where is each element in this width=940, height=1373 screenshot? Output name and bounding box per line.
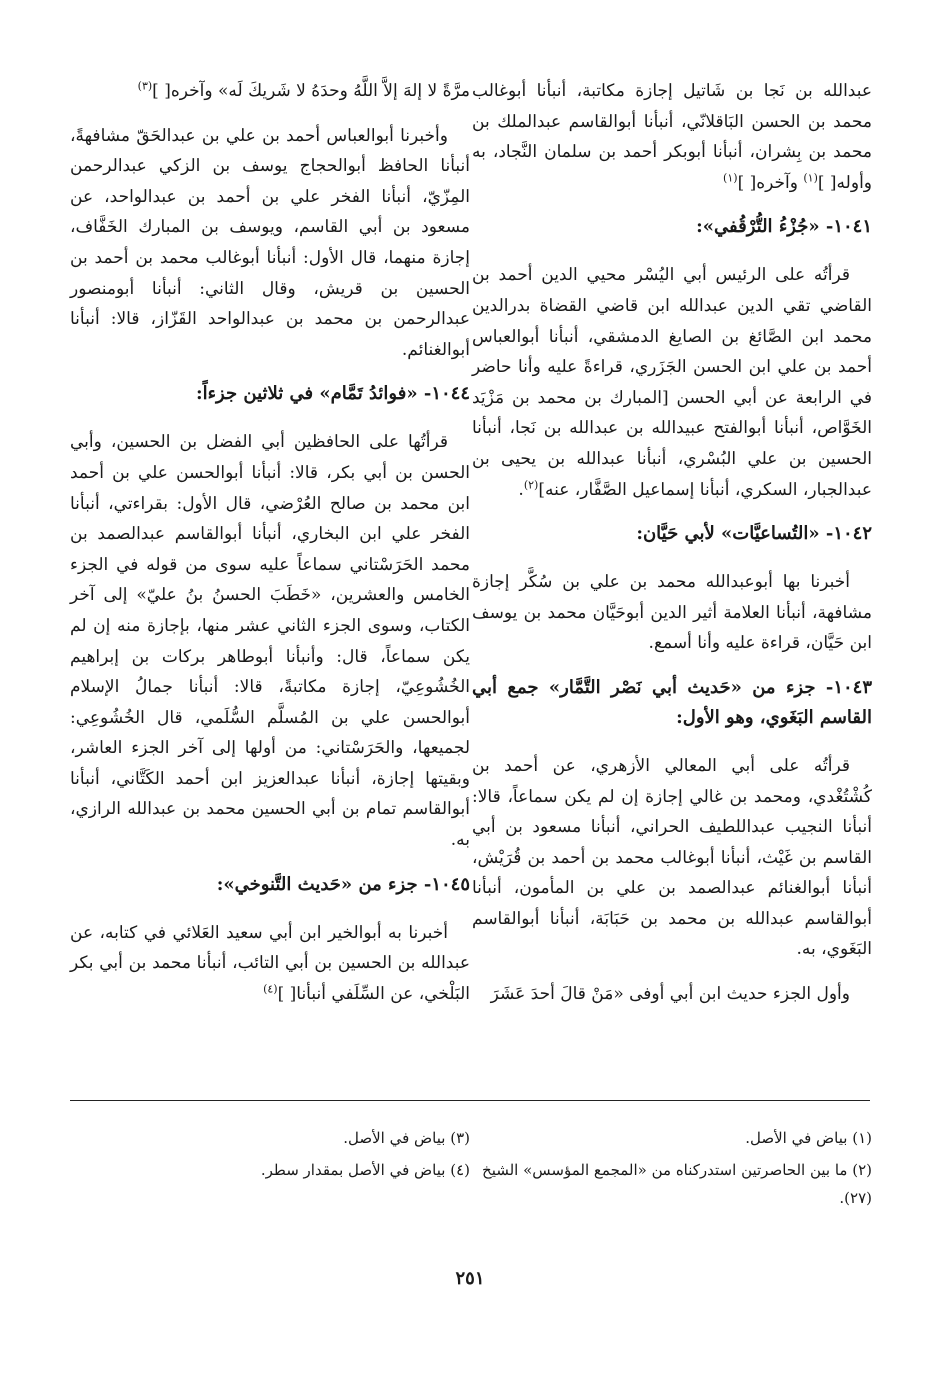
footnotes-right (472, 1124, 872, 1216)
footnote-ref: (١) (803, 171, 818, 185)
entry-text-1042: أخبرنا بها أبوعبدالله محمد بن علي بن سُكَّر إجازة مشافهة، أنبأنا العلامة أثير الدين أبوحَيَّان محمد بن يوسف ابن حَيَّان، قراءة عليه وأنا أسمع. (472, 572, 872, 654)
footnotes-left (70, 1124, 470, 1188)
paragraph-isnad: وأخبرنا أبوالعباس أحمد بن علي بن عبدالحَقّ مشافهةً، أنبأنا الحافظ أبوالحجاج يوسف بن الزكي عبدالرحمن المِزّيّ، أنبأنا الفخر علي بن أحمد بن عبدالواحد، عن مسعود بن أبي القاسم، ويوسف بن المبارك الخَفَّاف، إجازة منهما، قال الأول: أنبأنا أبوغالب محمد بن أحمد بن الحسين بن قريش، وقال الثاني: أنبأنا أبومنصور عبدالرحمن بن محمد بن عبدالواحد القَزّاز، قالا: أنبأنا أبوالغنائم. (70, 125, 470, 360)
footnote-ref: (٢) (523, 477, 539, 491)
footnote-ref: (٣) (137, 79, 153, 93)
entry-heading-1044: ١٠٤٤- «فوائدُ تَمَّام» في ثلاثين جزءاً: (195, 383, 470, 405)
text: عبدالله بن نَجا بن شَاتيل إجازة مكاتبة، أنبأنا أبوغالب محمد بن الحسن البَاقلانّي، أنبأنا أبوالقاسم عبدالملك بن محمد بن بِشران، أنبأنا أبوبكر أحمد بن سلمان النَّجاد، به وأوله[ ] (472, 81, 872, 193)
entry-text-1045 (70, 918, 470, 1010)
entry-heading-1041: ١٠٤١- «جُزْءُ التُّرْقُفي»: (696, 216, 872, 238)
entry-text-1043: قرأتُه على أبي المعالي الأزهري، عن أحمد بن كُشْتُغْدي، ومحمد بن غالي إجازة إن لم يكن سماعاً، قالا: أنبأنا النجيب عبداللطيف الحراني، أنبأنا مسعود بن أبي القاسم بن غَيْث، أنبأنا أبوغالب محمد بن أحمد بن قُرَيْش، أنبأنا أبوالغنائم عبدالصمد بن علي بن المأمون، أنبأنا أبوالقاسم عبدالله بن محمد بن حَبَابَة، أنبأنا أبوالقاسم البَغَوي، به. (472, 755, 872, 960)
text: مرَّةً لا إلهَ إلاَّ اللَّهُ وحدَهُ لا شَريكَ لَه» وآخره[ ] (152, 81, 470, 101)
footnote-3: (٣) بياض في الأصل. (343, 1129, 470, 1147)
footnote-2: (٢) ما بين الحاصرتين استدركناه من «المجمع المؤسس» الشيخ (٢٧). (482, 1161, 872, 1207)
entry-text-1044: قرأتُها على الحافظين أبي الفضل بن الحسين، وأبي الحسن بن أبي بكر، قالا: أنبأنا أبوالحسن علي بن أحمد ابن محمد بن صالح العُرْضي، قال الأول: بقراءتي، أنبأنا الفخر علي ابن البخاري، أنبأنا أبوالقاسم عبدالصمد بن محمد الحَرَسْتاني سماعاً عليه سوى من قوله في الجزء الخامس والعشرين، «خَطَبَ الحسنُ بنُ عليّ» إلى آخر الكتاب، وسوى الجزء الثاني عشر منها، بإجازة منه إن لم يكن سماعاً، قال: وأنبأنا أبوطاهر بركات بن إبراهيم الخُشُوعِيّ، إجازة مكاتبةً، قالا: أنبأنا جمالُ الإسلام أبوالحسن علي بن المُسلَّم السُّلَمي، قال الخُشُوعِي: لجميعها، والحَرَسْتاني: من أولها إلى آخر الجزء العاشر، وبقيتها إجازة، أنبأنا عبدالعزيز ابن أحمد الكَتَّاني، أنبأنا أبوالقاسم تمام بن أبي الحسين محمد بن عبدالله الرازي، به. (70, 432, 470, 851)
entry-text-1041: قرأتُه على الرئيس أبي اليُسْر محيي الدين أحمد بن القاضي تقي الدين عبدالله ابن قاضي القضاة بدرالدين محمد ابن الصَّائغ بن الصايغ الدمشقي، أنبأنا أبوالعباس أحمد بن علي ابن الحسن الجَزَري، قراءةً عليه وأنا حاضر في الرابعة عن أبي الحسن [المبارك بن محمد بن مَزْيَد الخَوَّاص، أنبأنا أبوالفتح عبيدالله بن عبدالله بن نَجا، أنبأنا الحسين بن علي البُسْري، أنبأنا عبدالله بن يحيى بن عبدالجبار، السكري، أنبأنا إسماعيل الصَّفَّار، عنه]$^{(٢)}$. (472, 265, 872, 500)
footnote-1: (١) بياض في الأصل. (745, 1129, 872, 1147)
page-number: ٢٥١ (455, 1268, 485, 1289)
paragraph-continuation (472, 76, 872, 198)
text: وآخره[ ] (737, 172, 804, 193)
text: قرأتُه على الرئيس أبي اليُسْر محيي الدين أحمد بن القاضي تقي الدين عبدالله ابن قاضي القضاة بدرالدين محمد ابن الصَّائغ بن الصايغ الدمشقي، أنبأنا أبوالعباس أحمد بن علي ابن الحسن الجَزَري، قراءةً عليه وأنا حاضر في الرابعة عن أبي الحسن [المبارك بن محمد بن مَزْيَد الخَوَّاص، أنبأنا أبوالفتح عبيدالله بن عبدالله بن نَجا، أنبأنا الحسين بن علي البُسْري، أنبأنا عبدالله بن يحيى بن عبدالجبار، السكري، أنبأنا إسماعيل الصَّفَّار، عنه] (472, 265, 872, 500)
footnote-divider (70, 1100, 870, 1101)
entry-heading-1045: ١٠٤٥- جزء من «حَديث التَّنوخي»: (216, 873, 470, 895)
entry-heading-1043: ١٠٤٣- جزء من «حَديث أبي نَصْر التَّمَّار» جمع أبي القاسم البَغَوي، وهو الأول: (472, 676, 872, 728)
entry-heading-1042: ١٠٤٢- «التُساعيَّات» لأبي حَيَّان: (636, 523, 872, 545)
left-column (70, 76, 470, 1023)
right-column (472, 76, 872, 1024)
footnote-ref: (٤) (263, 982, 278, 996)
entry-text-1043-continued: وأول الجزء حديث ابن أبي أوفى «مَنْ قالَ أحدَ عَشَرَ (490, 984, 850, 1005)
text: أخبرنا به أبوالخير ابن أبي سعيد العَلائي في كتابه، عن عبدالله بن الحسين بن أبي التائب، أنبأنا محمد بن أبي بكر البَلْخي، عن السِّلَفي أنبأنا[ ] (70, 922, 470, 1004)
footnote-ref: (١) (723, 171, 738, 185)
footnote-4: (٤) بياض في الأصل بمقدار سطر. (260, 1161, 470, 1179)
paragraph-continuation (70, 76, 470, 107)
